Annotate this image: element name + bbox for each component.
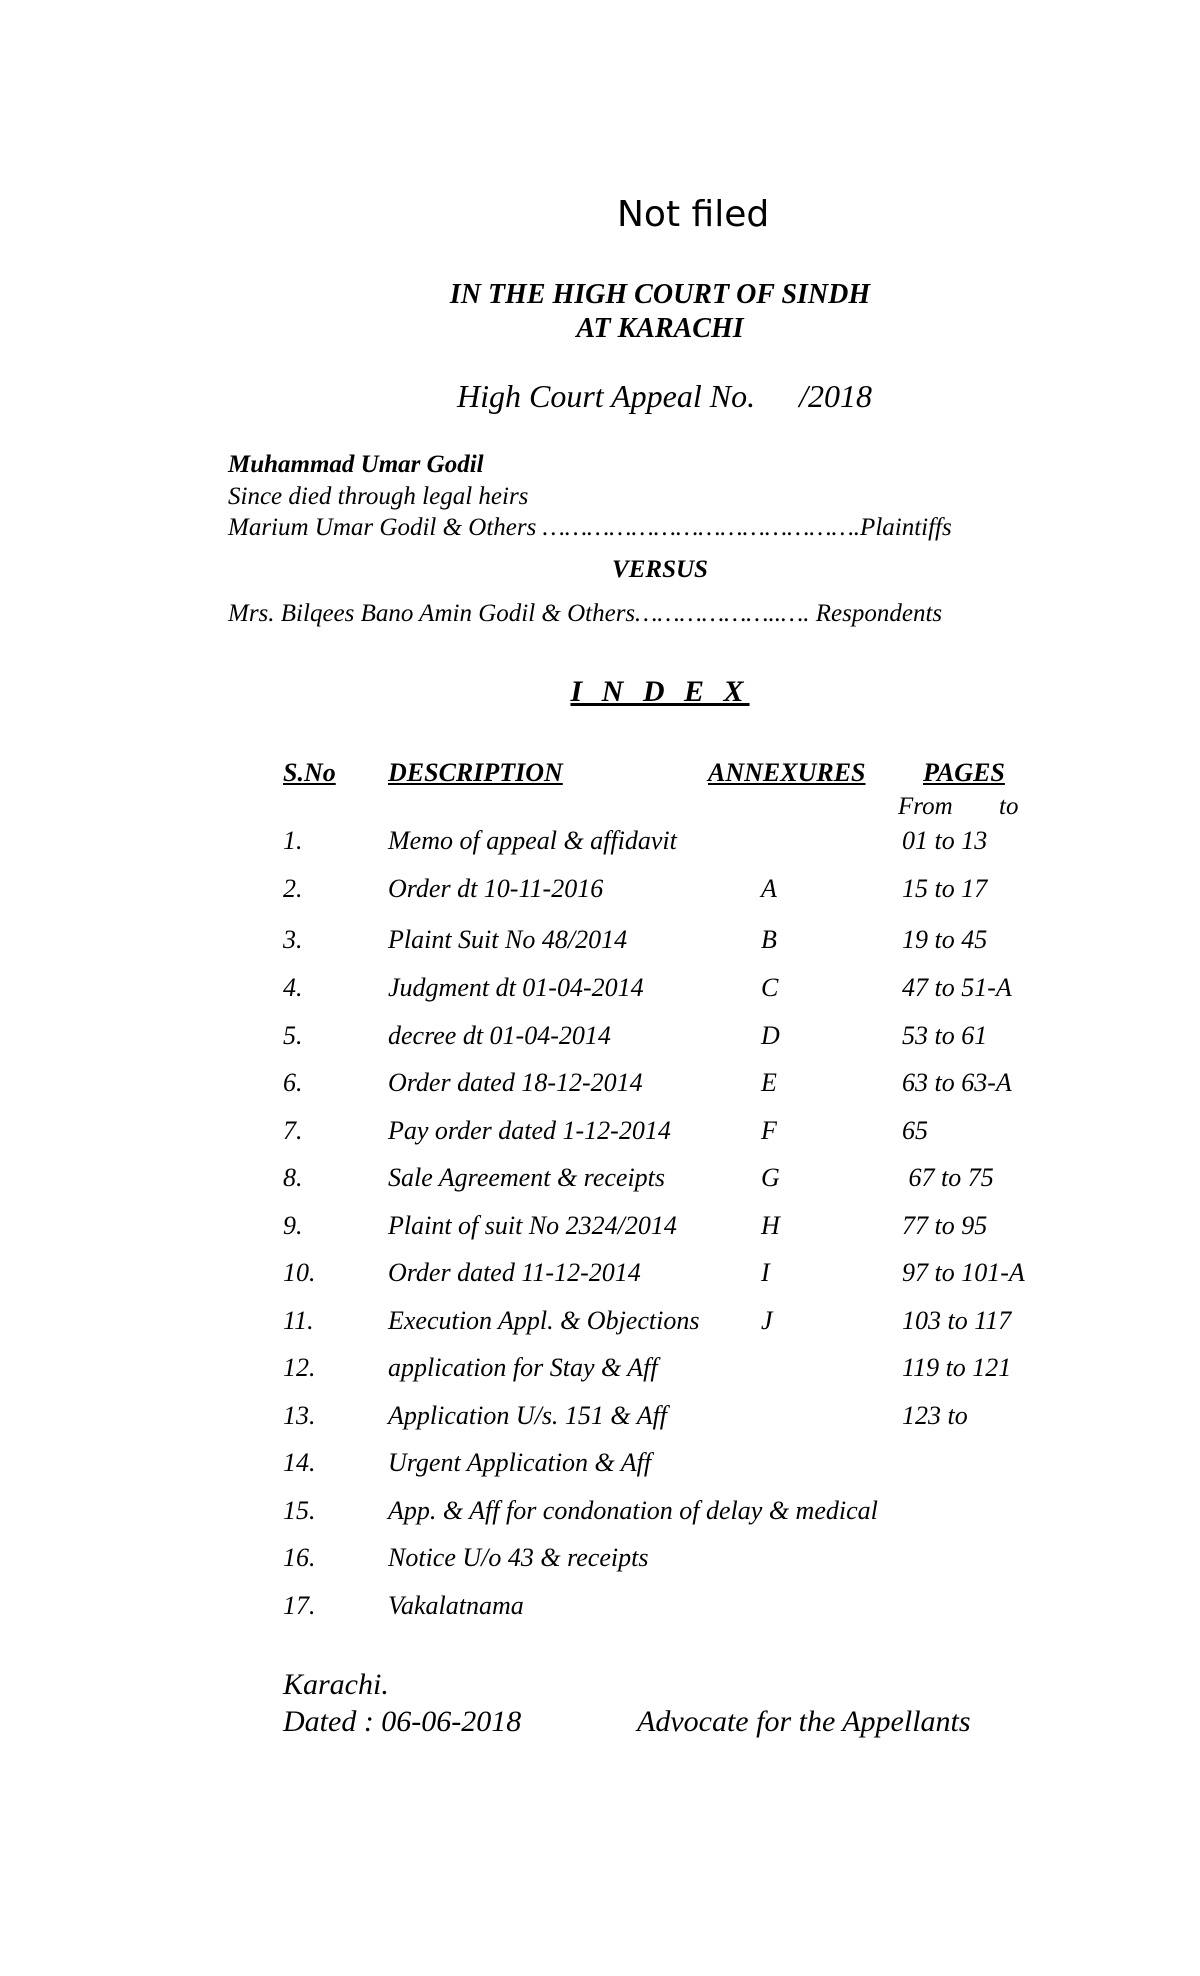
row-sno: 8. [283,1163,303,1192]
row-annexure: F [761,1116,777,1145]
row-description: Execution Appl. & Objections [388,1306,700,1335]
row-sno: 6. [283,1068,303,1097]
row-description: Plaint of suit No 2324/2014 [388,1211,677,1240]
versus-label: VERSUS [612,556,708,583]
row-sno: 5. [283,1021,303,1050]
row-pages: 01 to 13 [902,826,988,855]
row-annexure: B [761,925,777,954]
row-description: Order dated 11-12-2014 [388,1258,641,1287]
table-row [0,1448,1200,1484]
table-row [0,925,1200,961]
court-name: IN THE HIGH COURT OF SINDH [449,279,871,310]
row-description: Order dt 10-11-2016 [388,874,604,903]
row-annexure: J [761,1306,773,1335]
row-description: application for Stay & Aff [388,1353,658,1382]
row-description: Judgment dt 01-04-2014 [388,973,644,1002]
row-pages: 103 to 117 [902,1306,1012,1335]
row-sno: 16. [283,1543,316,1572]
row-description: Urgent Application & Aff [388,1448,652,1477]
row-description: Order dated 18-12-2014 [388,1068,643,1097]
row-description: Application U/s. 151 & Aff [388,1401,668,1430]
table-row [0,1353,1200,1389]
row-annexure: H [761,1211,780,1240]
row-annexure: D [761,1021,780,1050]
appellant-heirs: Marium Umar Godil & Others …………………………………….Plaintiffs [228,514,952,541]
table-row [0,1116,1200,1152]
table-row [0,1068,1200,1104]
footer-advocate: Advocate for the Appellants [637,1705,971,1738]
row-sno: 17. [283,1591,316,1620]
row-sno: 14. [283,1448,316,1477]
row-sno: 9. [283,1211,303,1240]
table-row [0,973,1200,1009]
table-row [0,1021,1200,1057]
table-row [0,1543,1200,1579]
row-sno: 7. [283,1116,303,1145]
header-annexures: ANNEXURES [708,758,866,787]
header-description: DESCRIPTION [388,758,563,787]
row-description: App. & Aff for condonation of delay & medical [388,1496,878,1525]
row-pages: 65 [902,1116,928,1145]
row-pages: 19 to 45 [902,925,988,954]
table-row [0,1401,1200,1437]
row-annexure: G [761,1163,780,1192]
header-pages: PAGES [923,758,1005,787]
appeal-year: /2018 [799,378,872,414]
row-sno: 12. [283,1353,316,1382]
row-pages: 119 to 121 [902,1353,1012,1382]
row-pages: 63 to 63-A [902,1068,1012,1097]
row-pages: 47 to 51-A [902,973,1012,1002]
row-sno: 4. [283,973,303,1002]
row-pages: 77 to 95 [902,1211,988,1240]
respondents: Mrs. Bilqees Bano Amin Godil & Others………………..…. Respondents [228,600,943,627]
header-pages-to: to [999,793,1019,820]
table-row [0,1258,1200,1294]
row-description: Plaint Suit No 48/2014 [388,925,628,954]
row-description: Memo of appeal & affidavit [388,826,677,855]
footer-date: Dated : 06-06-2018 [283,1705,522,1738]
court-location: AT KARACHI [576,313,744,344]
row-sno: 2. [283,874,303,903]
row-pages: 67 to 75 [902,1163,994,1192]
not-filed-stamp: Not filed [617,194,770,235]
appeal-label: High Court Appeal No. [457,378,756,414]
row-description: Notice U/o 43 & receipts [388,1543,649,1572]
row-description: Sale Agreement & receipts [388,1163,666,1192]
row-description: decree dt 01-04-2014 [388,1021,611,1050]
index-title: I N D E X [570,675,750,708]
row-pages: 123 to [902,1401,968,1430]
row-pages: 15 to 17 [902,874,988,903]
row-pages: 97 to 101-A [902,1258,1025,1287]
row-annexure: E [761,1068,777,1097]
table-row [0,1306,1200,1342]
row-sno: 1. [283,826,303,855]
row-sno: 3. [283,925,303,954]
appellant-note: Since died through legal heirs [228,483,529,510]
row-annexure: I [761,1258,770,1287]
row-pages: 53 to 61 [902,1021,988,1050]
table-row [0,1496,1200,1532]
table-row [0,874,1200,910]
row-sno: 13. [283,1401,316,1430]
table-row [0,1591,1200,1627]
row-sno: 10. [283,1258,316,1287]
header-pages-from: From [898,793,953,820]
row-annexure: A [761,874,777,903]
row-description: Pay order dated 1-12-2014 [388,1116,671,1145]
row-annexure: C [761,973,779,1002]
footer-place: Karachi. [283,1668,389,1701]
table-row [0,1163,1200,1199]
header-sno: S.No [283,758,336,787]
table-row [0,826,1200,862]
table-row [0,1211,1200,1247]
row-description: Vakalatnama [388,1591,524,1620]
row-sno: 15. [283,1496,316,1525]
appellant-name: Muhammad Umar Godil [228,451,484,478]
row-sno: 11. [283,1306,314,1335]
appeal-number [457,378,872,415]
